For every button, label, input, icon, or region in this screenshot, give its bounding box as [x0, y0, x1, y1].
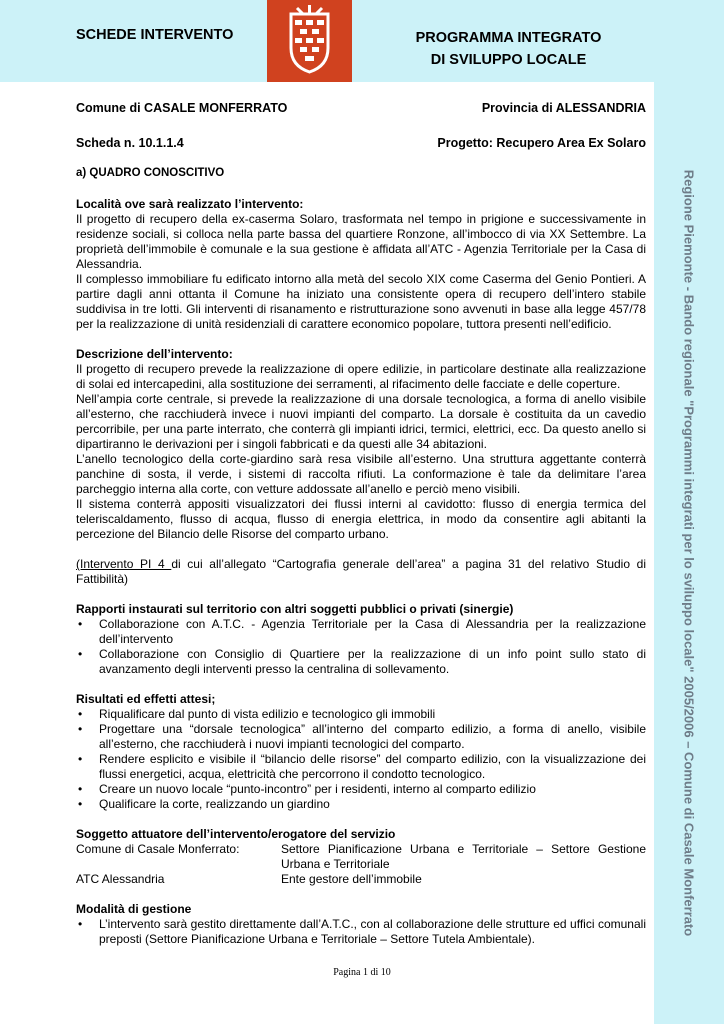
soggetto-heading: Soggetto attuatore dell’intervento/erogatore del servizio: [76, 827, 396, 841]
soggetto-value: Settore Pianificazione Urbana e Territoriale – Settore Gestione Urbana e Territoriale: [281, 842, 646, 871]
list-item: • Riqualificare dal punto di vista edilizio e tecnologico gli immobili: [76, 707, 646, 722]
comune-label: Comune di CASALE MONFERRATO: [76, 101, 288, 115]
intervento-reference-link[interactable]: (Intervento PI 4: [76, 557, 172, 571]
list-item: • Collaborazione con A.T.C. - Agenzia Territoriale per la Casa di Alessandria per la realizzazione dell’intervento: [76, 617, 646, 647]
rapporti-list: [76, 617, 646, 677]
list-item: • L’intervento sarà gestito direttamente dall’A.T.C., con al collaborazione delle strutture ed uffici comunali preposti (Settore Pianificazione Urbana e Territoriale – Settore Tutela Ambientale).: [76, 917, 646, 947]
intervento-reference: [76, 557, 646, 587]
header-band: [0, 0, 724, 82]
soggetto-label: ATC Alessandria: [76, 872, 165, 886]
crest-logo: [267, 0, 352, 82]
info-row-2: [76, 136, 646, 151]
risultati-list: [76, 707, 646, 812]
soggetto-label: Comune di Casale Monferrato:: [76, 842, 240, 856]
localita-paragraph-1: Il progetto di recupero della ex-caserma Solaro, trasformata nel tempo in prigione e successivamente in residenze sociali, si colloca nella parte bassa del quartiere Ronzone, all’imbocco di via XX Settembre. La proprietà dell’immobile è comunale e la sua gestione è affidata all’ATC - Agenzia Territoriale per la Casa di Alessandria.: [76, 212, 646, 271]
header-right-title: [376, 27, 641, 71]
header-left-title: SCHEDE INTERVENTO: [76, 27, 234, 43]
scheda-label: Scheda n. 10.1.1.4: [76, 136, 184, 150]
info-row-1: [76, 101, 646, 116]
document-body: [76, 101, 646, 947]
descrizione-heading: Descrizione dell’intervento:: [76, 347, 233, 361]
descrizione-paragraph-3: L’anello tecnologico della corte-giardino sarà resa visibile all’esterno. Una struttura aggettante conterrà panchine di sosta, il verde, i sistemi di raccolta rifiuti. La conformazione è tale da delimitare l’area parcheggio interna alla corte, con vetture addossate all’anello e perciò meno visibili.: [76, 452, 646, 496]
descrizione-paragraph-4: Il sistema conterrà appositi visualizzatori dei flussi interni al cavidotto: flusso di energia termica del teleriscaldamento, flusso di acqua, flusso di energia elettrica, in modo da consentire agli abitanti la percezione del Bilancio delle Risorse del comparto urbano.: [76, 497, 646, 541]
modalita-heading: Modalità di gestione: [76, 902, 192, 916]
localita-heading: Località ove sarà realizzato l’intervento:: [76, 197, 304, 211]
modalita-list: [76, 917, 646, 947]
rapporti-heading: Rapporti instaurati sul territorio con altri soggetti pubblici o privati (sinergie): [76, 602, 514, 616]
risultati-heading: Risultati ed effetti attesi;: [76, 692, 216, 706]
header-right-line2: DI SVILUPPO LOCALE: [430, 52, 587, 68]
list-item: • Collaborazione con Consiglio di Quartiere per la realizzazione di un info point sullo stato di avanzamento degli interventi presso la centralina di sollevamento.: [76, 647, 646, 677]
intervento-reference-text: di cui all’allegato “Cartografia generale dell’area” a pagina 31 del relativo Studio di Fattibilità): [76, 557, 646, 586]
progetto-label: Progetto: Recupero Area Ex Solaro: [437, 136, 646, 150]
descrizione-paragraph-2: Nell’ampia corte centrale, si prevede la realizzazione di una dorsale tecnologica, a forma di anello visibile all’esterno, che racchiuderà invece i nuovi impianti del comparto. La dorsale è costituita da un cavedio percorribile, per una parte interrato, che conterrà gli impianti idrici, termici, elettrici, ecc. Da questo anello si dipartiranno le derivazioni per i singoli fabbricati e da questi alle 34 abitazioni.: [76, 392, 646, 451]
descrizione-paragraph-1: Il progetto di recupero prevede la realizzazione di opere edilizie, in particolare destinate alla realizzazione di solai ed intercapedini, alla sostituzione dei serramenti, al rifacimento delle facciate e delle coperture.: [76, 362, 646, 391]
localita-paragraph-2: Il complesso immobiliare fu edificato intorno alla metà del secolo XIX come Caserma del Genio Pontieri. A partire dagli anni ottanta il Comune ha iniziato una consistente opera di recupero dell’intero stabile suddivisa in tre lotti. Gli interventi di risanamento e ristrutturazione sono avvenuti in base alla legge 457/78 per la realizzazione di unità residenziali di carattere economico popolare, tuttora presenti nell’edificio.: [76, 272, 646, 331]
list-item: • Rendere esplicito e visibile il “bilancio delle risorse” del comparto edilizio, con la visualizzazione dei flussi energetici, acqua, elettricità che percorrono il condotto tecnologico.: [76, 752, 646, 782]
list-item: • Qualificare la corte, realizzando un giardino: [76, 797, 646, 812]
list-item: • Creare un nuovo locale “punto-incontro” per i residenti, interno al comparto edilizio: [76, 782, 646, 797]
sidebar-vertical-text: Regione Piemonte - Bando regionale "Programmi integrati per lo sviluppo locale" 2005/2006 – Comune di Casale Monferrato: [681, 169, 697, 937]
section-a-heading: a) QUADRO CONOSCITIVO: [76, 167, 225, 179]
provincia-label: Provincia di ALESSANDRIA: [481, 101, 646, 115]
header-right-line1: PROGRAMMA INTEGRATO: [415, 30, 602, 46]
soggetto-table: [76, 842, 646, 887]
page-footer: Pagina 1 di 10: [333, 967, 391, 978]
crest-icon: [267, 0, 352, 82]
list-item: • Progettare una “dorsale tecnologica” all’interno del comparto edilizio, a forma di anello, visibile all’esterno, che racchiuderà i nuovi impianti tecnologici del comparto.: [76, 722, 646, 752]
soggetto-value: Ente gestore dell’immobile: [281, 872, 422, 886]
